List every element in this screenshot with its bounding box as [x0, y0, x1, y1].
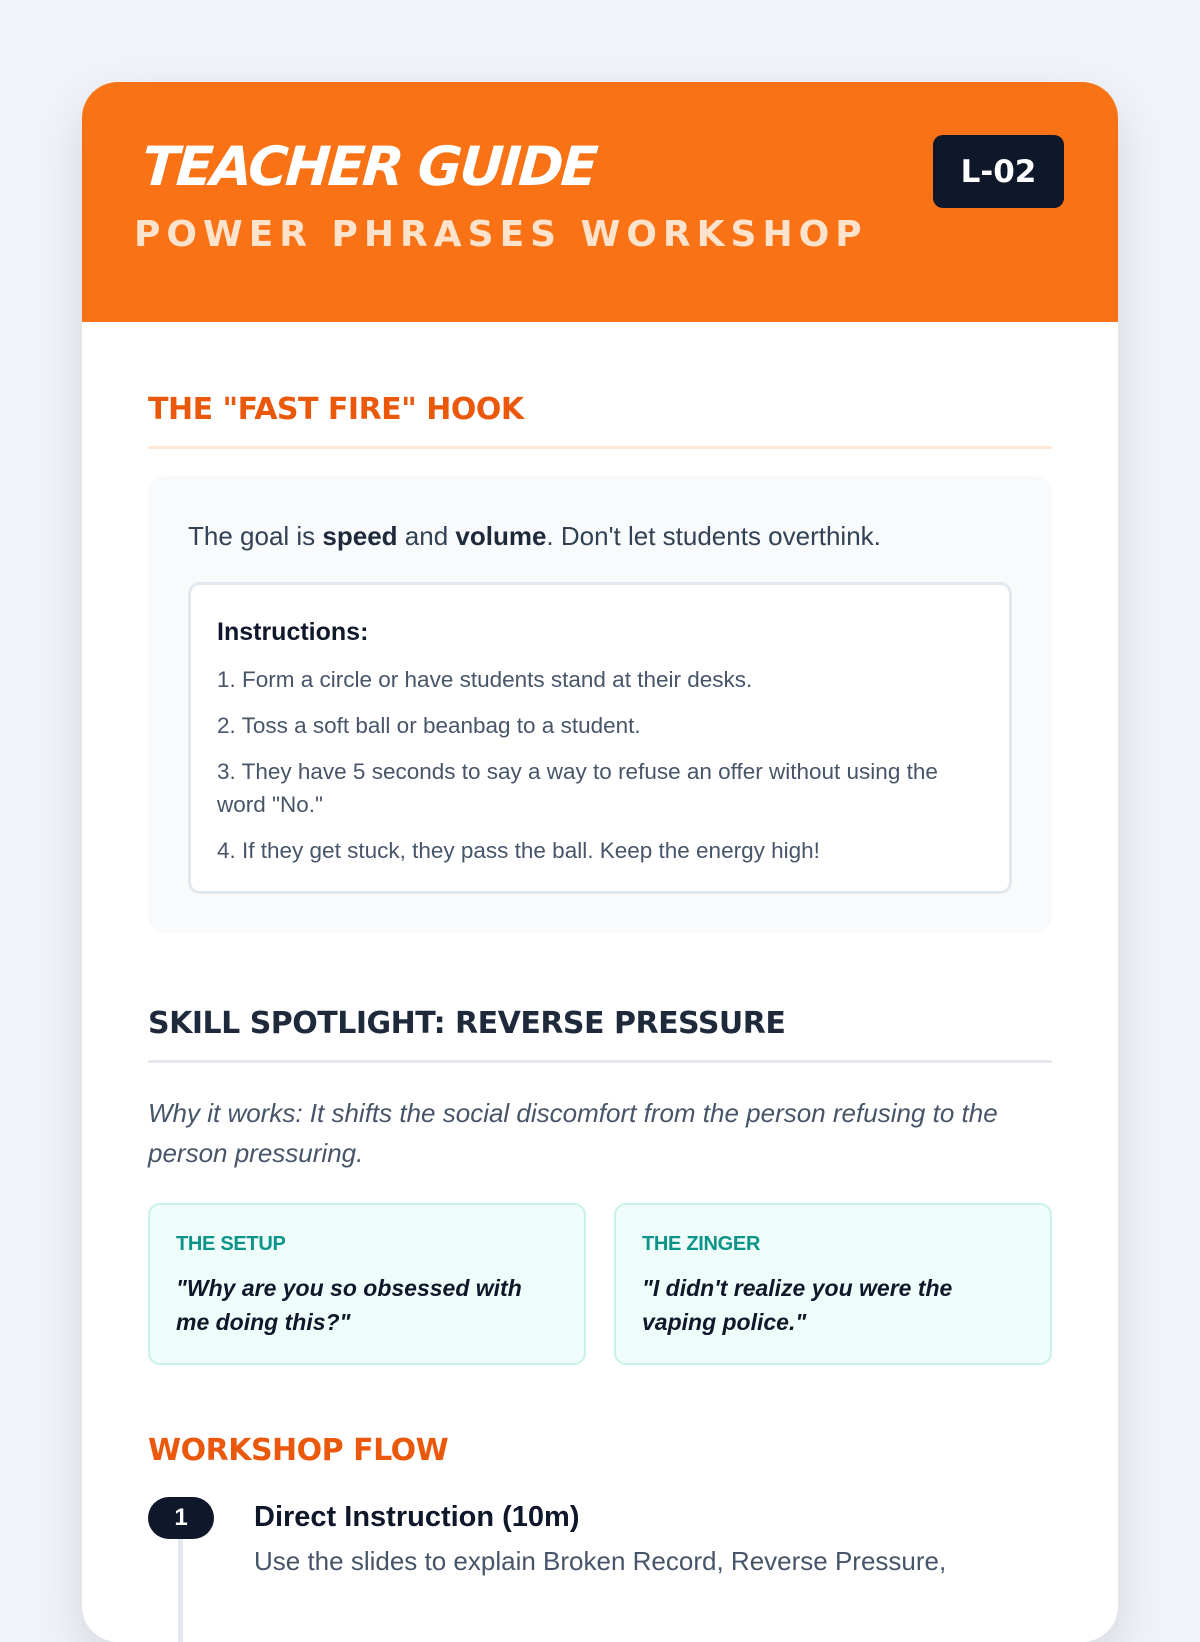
phrase-pair [148, 1203, 1052, 1365]
instructions-heading: Instructions: [217, 618, 369, 646]
step-description: Use the slides to explain Broken Record, Reverse Pressure, [254, 1546, 947, 1576]
hook-intro-emphasis-speed: speed [322, 521, 398, 551]
hook-section-title: THE "FAST FIRE" HOOK [148, 392, 1052, 449]
setup-card [148, 1203, 586, 1365]
hook-intro-text: . Don't let students overthink. [546, 521, 881, 551]
step-number-badge: 1 [148, 1497, 214, 1539]
page-subtitle: POWER PHRASES WORKSHOP [134, 214, 868, 255]
hook-intro-emphasis-volume: volume [455, 521, 547, 551]
instruction-item: 4. If they get stuck, they pass the ball. Keep the energy high! [217, 838, 820, 863]
zinger-label: THE ZINGER [642, 1233, 761, 1255]
instructions-list [217, 663, 983, 867]
instructions-box [188, 582, 1012, 894]
lesson-code-badge: L-02 [933, 135, 1064, 208]
guide-body [82, 392, 1118, 1579]
zinger-quote: "I didn't realize you were the vaping police." [642, 1275, 953, 1335]
hook-intro-text: and [397, 521, 456, 551]
guide-header [82, 82, 1118, 322]
zinger-card [614, 1203, 1052, 1365]
flow-section-title: WORKSHOP FLOW [148, 1433, 449, 1468]
why-it-works: Why it works: It shifts the social discomfort from the person refusing to the person pressuring. [148, 1098, 998, 1168]
hook-intro [188, 518, 1012, 554]
teacher-guide-card [82, 82, 1118, 1642]
setup-quote: "Why are you so obsessed with me doing this?" [176, 1275, 522, 1335]
setup-label: THE SETUP [176, 1233, 286, 1255]
hook-panel [148, 476, 1052, 934]
step-title: Direct Instruction (10m) [254, 1501, 580, 1533]
page-title: TEACHER GUIDE [139, 135, 598, 198]
instruction-item: 2. Toss a soft ball or beanbag to a student. [217, 713, 641, 738]
flow-step [148, 1497, 1052, 1579]
hook-intro-text: The goal is [188, 521, 323, 551]
instruction-item: 1. Form a circle or have students stand at their desks. [217, 667, 753, 692]
timeline-connector [178, 1539, 183, 1642]
instruction-item: 3. They have 5 seconds to say a way to refuse an offer without using the word "No." [217, 759, 938, 817]
spotlight-section-title: SKILL SPOTLIGHT: REVERSE PRESSURE [148, 1006, 1052, 1063]
